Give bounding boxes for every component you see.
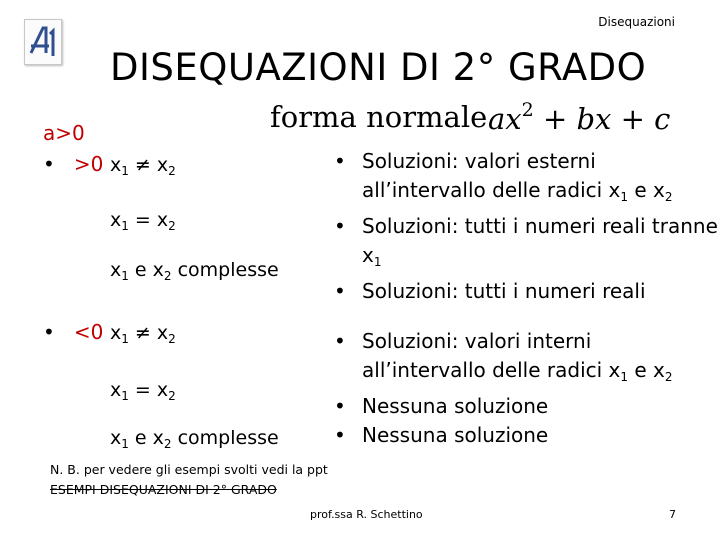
solution-item: • Nessuna soluzione: [334, 394, 549, 418]
negative-solutions-list: [334, 327, 718, 450]
case-complex-roots: $x_1$ e $x_2$ complesse: [110, 259, 279, 283]
positive-delta-row: [43, 152, 103, 176]
slide-title: DISEQUAZIONI DI 2° GRADO: [110, 46, 647, 89]
case-equal-roots: $x_1 = x_2$: [110, 209, 176, 233]
ppt-link[interactable]: ESEMPI DISEQUAZIONI DI 2° GRADO: [50, 482, 277, 497]
bullet: •: [43, 152, 55, 176]
delta-negative-condition: <0: [73, 320, 104, 344]
solution-item: • Soluzioni: tutti i numeri reali tranne $x_1$: [334, 214, 718, 269]
bullet: •: [43, 320, 55, 344]
formula-exponent: 2: [521, 99, 534, 121]
logo-icon: [24, 19, 62, 65]
solution-item: • Nessuna soluzione: [334, 423, 549, 447]
quadratic-formula: [488, 99, 670, 136]
page-number: 7: [669, 508, 676, 521]
delta-positive-condition: >0: [73, 152, 104, 176]
positive-solutions-list: [334, 147, 718, 306]
case-distinct-roots: $x_1 \ne x_2$: [110, 154, 176, 178]
solution-item: • Soluzioni: valori esterni all’intervallo delle radici $x_1$ e $x_2$: [334, 149, 673, 204]
solution-item: • Soluzioni: valori interni all’intervallo delle radici $x_1$ e $x_2$: [334, 329, 673, 384]
formula-part2: + bx + c: [533, 102, 671, 136]
case-equal-roots: $x_1 = x_2$: [110, 379, 176, 403]
footnote-text: N. B. per vedere gli esempi svolti vedi la ppt: [50, 462, 328, 477]
forma-normale-label: forma normale: [270, 100, 488, 134]
solution-item: • Soluzioni: tutti i numeri reali: [334, 279, 646, 303]
case-complex-roots: $x_1$ e $x_2$ complesse: [110, 427, 279, 451]
slide-header: Disequazioni: [598, 15, 675, 29]
a-condition: a>0: [43, 121, 85, 145]
negative-delta-row: [43, 320, 103, 344]
case-distinct-roots: $x_1 \ne x_2$: [110, 322, 176, 346]
formula-part1: ax: [488, 102, 522, 136]
author-footer: prof.ssa R. Schettino: [310, 508, 423, 521]
footnote: [50, 460, 330, 500]
